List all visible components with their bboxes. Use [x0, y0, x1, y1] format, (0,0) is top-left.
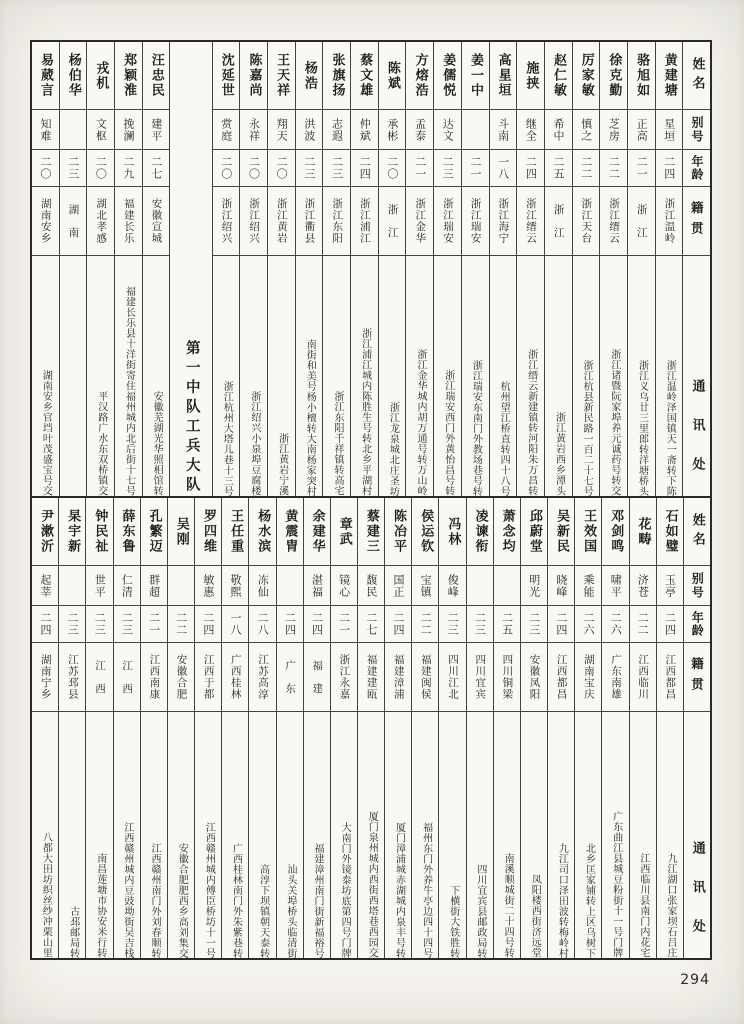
person-age: 二一	[331, 606, 357, 643]
person-name: 骆旭如	[628, 42, 655, 110]
person-address: 八都大田坊织丝纱冲栗山里	[40, 832, 52, 958]
person-alias	[462, 110, 489, 150]
person-address: 浙江龙泉城北庄圣坊	[387, 401, 399, 496]
header-column-top	[683, 42, 710, 496]
person-name: 花畴	[630, 498, 656, 566]
person-address: 广西桂林南门外朱紫巷转	[230, 842, 242, 958]
person-native-place: 福建建瓯	[358, 643, 384, 712]
person-name: 陈斌	[379, 42, 406, 110]
person-name: 施挟	[517, 42, 544, 110]
person-alias: 敬熙	[222, 566, 248, 606]
person-alias: 挽澜	[115, 110, 142, 150]
person-name: 杲宇新	[59, 498, 85, 566]
person-name: 孔繁迈	[141, 498, 167, 566]
person-native-place: 江西临川	[630, 643, 656, 712]
person-address: 浙江金华城内胡万通号转万山岭	[415, 349, 427, 496]
person-column	[304, 498, 331, 958]
person-name: 杨水滨	[249, 498, 275, 566]
person-native-place: 四川铜梁	[494, 643, 520, 712]
person-address: 南昌莲塘市协安米行转	[94, 853, 106, 958]
person-native-place: 浙江瑞安	[434, 187, 461, 256]
person-name: 戎机	[87, 42, 114, 110]
person-native-place: 江西南康	[141, 643, 167, 712]
person-native-place: 浙江东阳	[323, 187, 350, 256]
person-age: 二〇	[213, 150, 240, 187]
row-header-alias: 别号	[684, 566, 710, 606]
person-column	[657, 498, 684, 958]
person-alias: 志遐	[323, 110, 350, 150]
person-address: 浙江黄岩西乡潭头	[553, 412, 565, 496]
person-native-place: 浙江浦江	[351, 187, 378, 256]
person-alias	[59, 566, 85, 606]
person-age: 二七	[143, 150, 170, 187]
person-alias: 星垣	[656, 110, 683, 150]
person-address: 四川宜宾县邮政局转	[474, 863, 486, 958]
person-address: 浙江杭县新民路一百二十七号	[581, 359, 593, 496]
person-age: 二三	[86, 606, 112, 643]
person-alias: 国正	[385, 566, 411, 606]
person-column	[213, 42, 241, 496]
person-name: 冯林	[439, 498, 465, 566]
person-column	[656, 42, 684, 496]
person-name: 侯运钦	[412, 498, 438, 566]
person-name: 吴新民	[548, 498, 574, 566]
person-age: 二四	[657, 606, 683, 643]
person-column	[296, 42, 324, 496]
person-alias	[60, 110, 87, 150]
person-native-place: 浙江海宁	[490, 187, 517, 256]
person-name: 杨伯华	[60, 42, 87, 110]
person-column	[545, 42, 573, 496]
person-native-place: 浙江绍兴	[240, 187, 267, 256]
unit-name	[170, 42, 211, 496]
person-name: 陈冶平	[385, 498, 411, 566]
person-column	[575, 498, 602, 958]
person-column	[467, 498, 494, 958]
person-native-place: 广东南雄	[602, 643, 628, 712]
person-age: 二八	[249, 606, 275, 643]
person-address: 江西赣州城内傅臣桥坊十一号	[203, 821, 215, 958]
person-name: 罗四维	[195, 498, 221, 566]
person-column	[277, 498, 304, 958]
person-column	[573, 42, 601, 496]
person-alias: 冻仙	[249, 566, 275, 606]
person-address: 汕头关埠桥头临清街	[284, 863, 296, 958]
person-alias: 正高	[628, 110, 655, 150]
person-native-place: 福建漳浦	[385, 643, 411, 712]
person-native-place: 湖南宝庆	[575, 643, 601, 712]
person-address: 浙江义乌廿三里郎转洋塘桥头	[636, 359, 648, 496]
person-name: 厉家敏	[573, 42, 600, 110]
person-address: 北乡匡家铺转上区乌树下	[583, 842, 595, 958]
person-age: 二三	[434, 150, 461, 187]
person-column	[412, 498, 439, 958]
person-name: 杨浩	[296, 42, 323, 110]
person-name: 汪忠民	[143, 42, 170, 110]
person-address: 南溪顺城街二十四号转	[502, 853, 514, 958]
person-address: 安徽芜湖光华照相馆转	[151, 391, 163, 496]
row-header-address: 通讯处	[689, 379, 705, 496]
person-alias	[494, 566, 520, 606]
person-alias: 仲斌	[351, 110, 378, 150]
person-address: 浙江瑞安东南门外教场巷号转	[470, 359, 482, 496]
row-header-address: 通讯处	[689, 841, 705, 958]
person-name: 易葳言	[32, 42, 59, 110]
person-name: 王天祥	[268, 42, 295, 110]
person-name: 薛东鲁	[114, 498, 140, 566]
person-column	[143, 42, 171, 496]
person-column	[490, 42, 518, 496]
person-native-place: 湖南安乡	[32, 187, 59, 256]
person-native-place: 湖北孝感	[87, 187, 114, 256]
person-age: 二三	[59, 606, 85, 643]
person-age: 二一	[628, 150, 655, 187]
row-header-name: 姓名	[683, 42, 710, 110]
person-alias: 明光	[521, 566, 547, 606]
person-alias: 斗南	[490, 110, 517, 150]
person-name: 王效国	[575, 498, 601, 566]
person-column	[351, 42, 379, 496]
row-header-alias: 别号	[683, 110, 710, 150]
person-alias: 孟泰	[406, 110, 433, 150]
person-alias: 翔天	[268, 110, 295, 150]
person-address: 厦门泉州城内西街西塔巷西园交	[366, 811, 378, 958]
person-native-place: 广西桂林	[222, 643, 248, 712]
person-name: 沈延世	[213, 42, 240, 110]
person-address: 九江湖口张家坝石吕庄	[665, 853, 677, 958]
person-alias: 慎之	[573, 110, 600, 150]
person-age: 二五	[494, 606, 520, 643]
person-column	[141, 498, 168, 958]
person-native-place: 湖南宁乡	[32, 643, 58, 712]
person-age: 二七	[358, 606, 384, 643]
person-age: 二四	[517, 150, 544, 187]
person-name: 邱蔚堂	[521, 498, 547, 566]
person-native-place: 四川江北	[439, 643, 465, 712]
person-address: 广东曲江县城豆粉街十一号门牌	[610, 811, 622, 958]
unit-column	[170, 42, 212, 496]
person-column	[517, 42, 545, 496]
person-age: 二〇	[268, 150, 295, 187]
person-column	[406, 42, 434, 496]
person-alias	[467, 566, 493, 606]
person-age: 二三	[114, 606, 140, 643]
person-address: 凤阳楼西街济远堂	[529, 874, 541, 958]
person-name: 萧念均	[494, 498, 520, 566]
person-native-place: 福建闽侯	[412, 643, 438, 712]
person-column	[59, 498, 86, 958]
person-age: 二〇	[240, 150, 267, 187]
person-age: 二〇	[32, 150, 59, 187]
person-age: 二一	[141, 606, 167, 643]
person-native-place: 浙江温岭	[656, 187, 683, 256]
person-age: 二二	[412, 606, 438, 643]
person-alias: 敏惠	[195, 566, 221, 606]
person-alias: 建平	[143, 110, 170, 150]
person-alias: 承彬	[379, 110, 406, 150]
person-alias: 继全	[517, 110, 544, 150]
row-header-name: 姓名	[684, 498, 710, 566]
person-name: 石如璧	[657, 498, 683, 566]
person-age: 二三	[323, 150, 350, 187]
person-native-place: 广 东	[277, 643, 303, 712]
person-native-place: 浙 江	[545, 187, 572, 256]
person-native-place: 安徽合肥	[168, 643, 194, 712]
person-address: 福建漳州南门街新福裕号	[311, 842, 323, 958]
person-native-place: 江苏高淳	[249, 643, 275, 712]
person-name: 余建华	[304, 498, 330, 566]
person-column	[628, 42, 656, 496]
person-column	[385, 498, 412, 958]
person-name: 姜儒悦	[434, 42, 461, 110]
person-name: 蔡建三	[358, 498, 384, 566]
person-age: 二四	[385, 606, 411, 643]
person-name: 张旗扬	[323, 42, 350, 110]
person-age: 二四	[195, 606, 221, 643]
person-address: 下横街大铁胜转	[447, 884, 459, 958]
person-name: 蔡文雄	[351, 42, 378, 110]
person-column	[115, 42, 143, 496]
person-column	[494, 498, 521, 958]
person-native-place: 江西于都	[195, 643, 221, 712]
person-alias: 知难	[32, 110, 59, 150]
person-address: 福建长乐县十洋街寄住福州城内北后街十七号	[123, 286, 135, 496]
person-address: 古邳邮局转	[67, 905, 79, 958]
person-native-place: 江西都昌	[657, 643, 683, 712]
person-native-place: 浙 江	[628, 187, 655, 256]
person-alias: 宝镇	[412, 566, 438, 606]
person-name: 赵仁敏	[545, 42, 572, 110]
person-address: 浙江瑞安西门外黄怡昌号转	[442, 370, 454, 496]
person-column	[439, 498, 466, 958]
row-header-age: 年龄	[683, 150, 710, 187]
unit-name-line1: 工兵大队	[183, 418, 200, 496]
person-address: 厦门漳浦城赤湖城内泉丰号转	[393, 821, 405, 958]
person-native-place: 安徽宣城	[143, 187, 170, 256]
person-age: 二四	[656, 150, 683, 187]
person-alias: 玉亭	[657, 566, 683, 606]
person-alias: 起莘	[32, 566, 58, 606]
person-alias: 洪波	[296, 110, 323, 150]
person-address: 大南门外镜泰坊底第四号门牌	[339, 821, 351, 958]
person-native-place: 福建长乐	[115, 187, 142, 256]
person-name: 姜一中	[462, 42, 489, 110]
person-name: 徐克勤	[600, 42, 627, 110]
person-age: 二〇	[379, 150, 406, 187]
person-column	[462, 42, 490, 496]
person-age: 二三	[439, 606, 465, 643]
roster-tables	[30, 40, 712, 960]
person-column	[600, 42, 628, 496]
person-address: 江西赣州城内豆豉坳街吴吉栈	[121, 821, 133, 958]
page-number: 294	[680, 972, 710, 988]
person-age: 二四	[277, 606, 303, 643]
row-header-native: 籍贯	[683, 187, 710, 256]
person-address: 江西赣州南门外刘春顺转	[149, 842, 161, 958]
person-alias: 世平	[86, 566, 112, 606]
person-column	[87, 42, 115, 496]
person-native-place: 江 西	[114, 643, 140, 712]
person-native-place: 江 西	[86, 643, 112, 712]
person-name: 郑颖淮	[115, 42, 142, 110]
person-alias: 馥民	[358, 566, 384, 606]
person-column	[379, 42, 407, 496]
person-native-place: 浙江永嘉	[331, 643, 357, 712]
person-alias: 达文	[434, 110, 461, 150]
person-name: 王任重	[222, 498, 248, 566]
person-column	[331, 498, 358, 958]
person-native-place: 浙江天台	[573, 187, 600, 256]
row-header-native: 籍贯	[684, 643, 710, 712]
person-alias: 晓峰	[548, 566, 574, 606]
person-age: 二四	[304, 606, 330, 643]
person-age: 二六	[575, 606, 601, 643]
person-column	[358, 498, 385, 958]
person-address: 高淳下坝镇朝天泰转	[257, 863, 269, 958]
person-name: 尹漱沂	[32, 498, 58, 566]
person-column	[323, 42, 351, 496]
person-native-place: 安徽凤阳	[521, 643, 547, 712]
person-address: 九江司口泽田波转梅岭村	[556, 842, 568, 958]
person-column	[630, 498, 657, 958]
person-column	[521, 498, 548, 958]
person-address: 南街和美号杨小檀转大南杨家突村	[304, 338, 316, 496]
row-header-age: 年龄	[684, 606, 710, 643]
person-age: 二三	[296, 150, 323, 187]
person-name: 方熔浩	[406, 42, 433, 110]
person-address: 江西临川县南门内花宅	[637, 853, 649, 958]
person-age: 二四	[32, 606, 58, 643]
person-age: 二二	[168, 606, 194, 643]
person-address: 安徽合肥肥西乡高刘集交	[176, 842, 188, 958]
person-address: 浙江缙云新建镇转河阳朱万昌转	[525, 349, 537, 496]
person-column	[86, 498, 113, 958]
person-alias: 文枢	[87, 110, 114, 150]
person-age: 二〇	[87, 150, 114, 187]
person-age: 二二	[630, 606, 656, 643]
person-age: 一八	[222, 606, 248, 643]
person-address: 平汉路广水东双桥镇交	[95, 391, 107, 496]
person-name: 凌谏衔	[467, 498, 493, 566]
person-age: 二三	[521, 606, 547, 643]
person-column	[60, 42, 88, 496]
person-age: 二五	[545, 150, 572, 187]
person-name: 陈嘉尚	[240, 42, 267, 110]
roster-table-bottom	[30, 496, 712, 960]
person-column	[114, 498, 141, 958]
person-column	[548, 498, 575, 958]
person-alias: 仁清	[114, 566, 140, 606]
person-name: 钟民祉	[86, 498, 112, 566]
person-age: 二九	[115, 150, 142, 187]
person-alias: 乘能	[575, 566, 601, 606]
person-alias: 芝房	[600, 110, 627, 150]
person-age: 二四	[351, 150, 378, 187]
person-address: 浙江诸暨阮家埠养元诚药号转交	[608, 349, 620, 496]
person-name: 章武	[331, 498, 357, 566]
person-age: 二四	[548, 606, 574, 643]
person-name: 邓剑鸣	[602, 498, 628, 566]
person-native-place: 浙江金华	[406, 187, 433, 256]
person-alias: 赏庭	[213, 110, 240, 150]
person-age: 一八	[490, 150, 517, 187]
person-column	[32, 498, 59, 958]
person-address	[60, 256, 87, 496]
person-address: 浙江绍兴小泉埠豆腐楼	[248, 391, 260, 496]
person-native-place: 浙江黄岩	[268, 187, 295, 256]
person-native-place: 浙 江	[379, 187, 406, 256]
person-age: 二三	[60, 150, 87, 187]
person-age: 二一	[406, 150, 433, 187]
person-native-place: 浙江缙云	[517, 187, 544, 256]
person-name: 黄建塘	[656, 42, 683, 110]
person-alias: 群超	[141, 566, 167, 606]
person-column	[32, 42, 60, 496]
person-address: 福州东门外养牛亭边四十四号	[420, 821, 432, 958]
person-native-place: 四川宜宾	[467, 643, 493, 712]
person-age: 二三	[467, 606, 493, 643]
header-column-bottom	[684, 498, 710, 958]
person-alias: 湛福	[304, 566, 330, 606]
person-native-place: 浙江衢县	[296, 187, 323, 256]
person-age: 二二	[573, 150, 600, 187]
person-name: 高星垣	[490, 42, 517, 110]
roster-table-top	[30, 40, 712, 498]
person-native-place: 浙江绍兴	[213, 187, 240, 256]
person-native-place: 浙江瑞安	[462, 187, 489, 256]
person-column	[222, 498, 249, 958]
unit-name-line2: 第一中队	[183, 340, 200, 418]
person-alias	[277, 566, 303, 606]
person-alias: 俊峰	[439, 566, 465, 606]
person-column	[168, 498, 195, 958]
person-native-place: 江西都昌	[548, 643, 574, 712]
person-native-place: 福 建	[304, 643, 330, 712]
person-column	[240, 42, 268, 496]
person-column	[434, 42, 462, 496]
person-address: 浙江浦江城内陈胜生号转北乡平湖村	[359, 328, 371, 496]
person-age: 二一	[462, 150, 489, 187]
person-address: 杭州望江桥直转四十八号	[498, 380, 510, 496]
person-age: 二二	[600, 150, 627, 187]
person-column	[268, 42, 296, 496]
person-column	[249, 498, 276, 958]
person-address: 浙江黄岩宁溪	[276, 433, 288, 496]
person-alias: 啸平	[602, 566, 628, 606]
person-address: 浙江杭州大塔儿巷十三号	[221, 380, 233, 496]
person-alias	[168, 566, 194, 606]
person-column	[195, 498, 222, 958]
person-name: 吴刚	[168, 498, 194, 566]
person-native-place: 江苏邳县	[59, 643, 85, 712]
person-name: 黄震胄	[277, 498, 303, 566]
person-native-place: 浙江缙云	[600, 187, 627, 256]
person-age: 二六	[602, 606, 628, 643]
person-address: 浙江东阳千祥镇转高宅	[331, 391, 343, 496]
person-alias: 希中	[545, 110, 572, 150]
person-address: 湖南安乡官垱叶茂盛宝号交	[40, 370, 52, 496]
person-column	[602, 498, 629, 958]
person-alias: 镜心	[331, 566, 357, 606]
person-address: 浙江温岭泽国镇天一斋转下陈	[664, 359, 676, 496]
person-alias: 永祥	[240, 110, 267, 150]
person-alias: 济苍	[630, 566, 656, 606]
person-native-place: 湖 南	[60, 187, 87, 256]
